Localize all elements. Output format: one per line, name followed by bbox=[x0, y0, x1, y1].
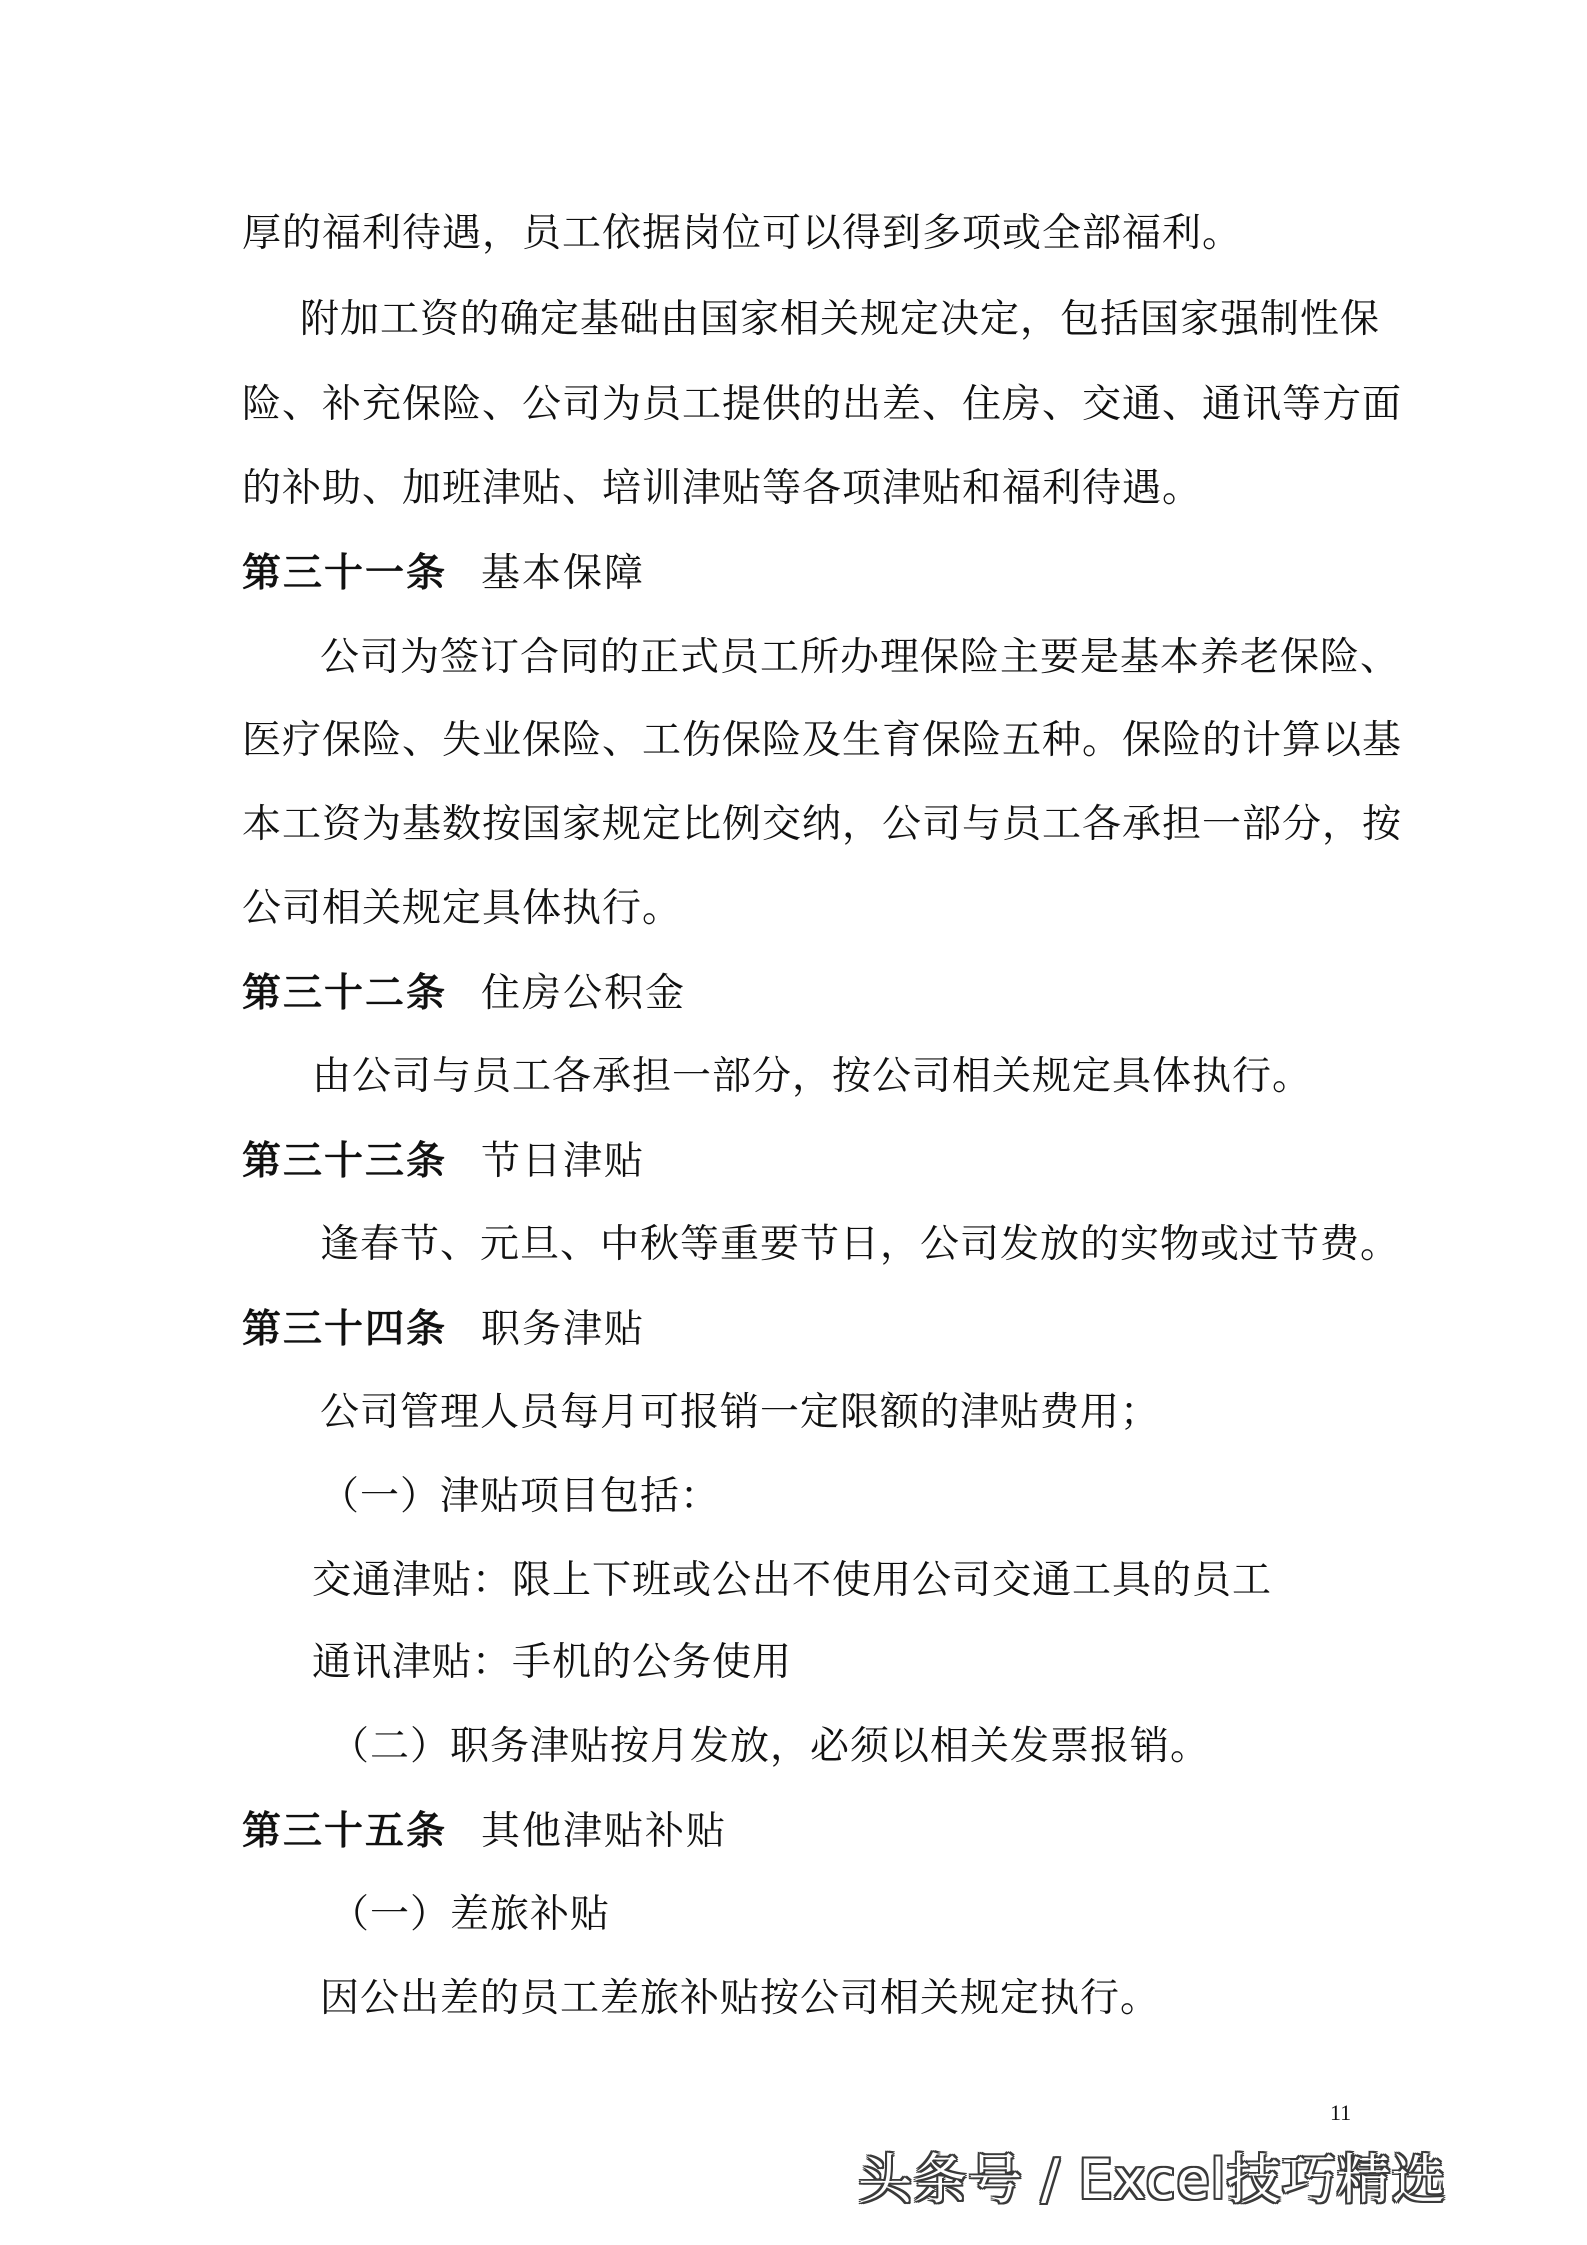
paragraph-line: 因公出差的员工差旅补贴按公司相关规定执行。 bbox=[320, 1976, 1161, 2021]
list-item: （二）职务津贴按月发放，必须以相关发票报销。 bbox=[330, 1724, 1211, 1769]
article-number: 第三十一条 bbox=[242, 550, 448, 596]
paragraph-line: 公司为签订合同的正式员工所办理保险主要是基本养老保险、 bbox=[320, 635, 1401, 680]
page-number: 11 bbox=[1330, 2100, 1352, 2125]
article-title: 其他津贴补贴 bbox=[481, 1809, 728, 1854]
paragraph-line: 逢春节、元旦、中秋等重要节日，公司发放的实物或过节费。 bbox=[320, 1222, 1401, 1267]
watermark: 头条号 / Excel技巧精选 bbox=[858, 2148, 1447, 2211]
paragraph-line: 公司管理人员每月可报销一定限额的津贴费用； bbox=[320, 1390, 1161, 1435]
paragraph-line: 附加工资的确定基础由国家相关规定决定，包括国家强制性保 bbox=[300, 297, 1381, 342]
article-heading-33 bbox=[242, 1136, 645, 1187]
article-title: 住房公积金 bbox=[481, 971, 687, 1016]
article-heading-31 bbox=[242, 548, 645, 599]
list-item: （一）津贴项目包括： bbox=[320, 1474, 721, 1519]
article-number: 第三十三条 bbox=[242, 1138, 448, 1184]
article-heading-35 bbox=[242, 1806, 727, 1857]
article-heading-32 bbox=[242, 968, 686, 1019]
article-title: 节日津贴 bbox=[481, 1139, 646, 1184]
article-number: 第三十二条 bbox=[242, 970, 448, 1016]
article-title: 基本保障 bbox=[481, 551, 646, 596]
article-number: 第三十五条 bbox=[242, 1808, 448, 1854]
paragraph-line: 的补助、加班津贴、培训津贴等各项津贴和福利待遇。 bbox=[242, 466, 1203, 511]
paragraph-line: 险、补充保险、公司为员工提供的出差、住房、交通、通讯等方面 bbox=[242, 382, 1403, 427]
article-heading-34 bbox=[242, 1304, 645, 1355]
paragraph-line: 厚的福利待遇，员工依据岗位可以得到多项或全部福利。 bbox=[242, 211, 1243, 256]
list-item: 交通津贴：限上下班或公出不使用公司交通工具的员工 bbox=[312, 1558, 1273, 1603]
paragraph-line: 公司相关规定具体执行。 bbox=[242, 886, 683, 931]
paragraph-line: 医疗保险、失业保险、工伤保险及生育保险五种。保险的计算以基 bbox=[242, 718, 1403, 763]
paragraph-line: 由公司与员工各承担一部分，按公司相关规定具体执行。 bbox=[312, 1054, 1313, 1099]
list-item: 通讯津贴：手机的公务使用 bbox=[312, 1640, 793, 1685]
list-item: （一）差旅补贴 bbox=[330, 1892, 611, 1937]
article-number: 第三十四条 bbox=[242, 1306, 448, 1352]
article-title: 职务津贴 bbox=[481, 1307, 646, 1352]
paragraph-line: 本工资为基数按国家规定比例交纳，公司与员工各承担一部分，按 bbox=[242, 802, 1403, 847]
